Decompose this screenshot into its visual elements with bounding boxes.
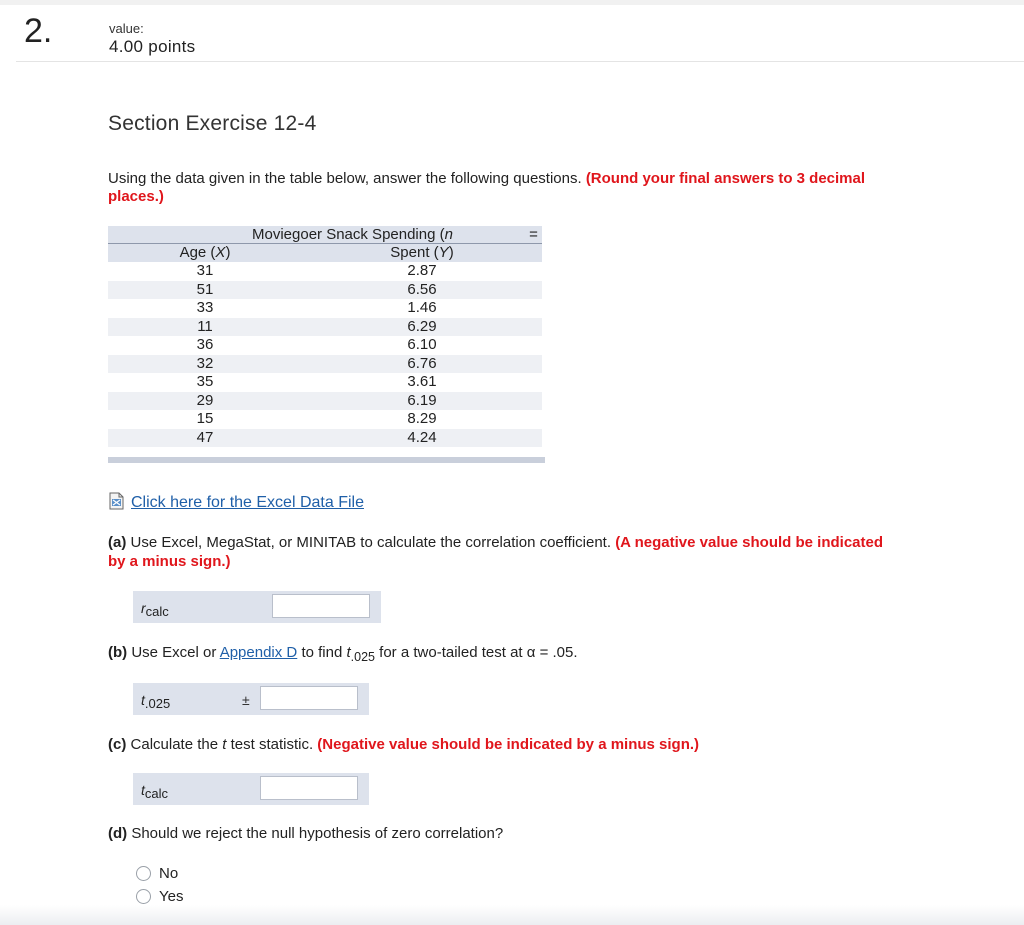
excel-file-icon [108,492,125,510]
part-c-note: (Negative value should be indicated by a minus sign.) [317,736,700,753]
table-row: 47 4.24 [108,429,542,448]
section-title: Section Exercise 12-4 [108,112,317,135]
part-d-question: (d) Should we reject the null hypothesis of zero correlation? [108,825,504,842]
table-header [108,244,542,262]
points-value: 4.00 points [109,37,196,56]
column-header-spent: Spent (Y) [390,244,454,261]
t-025-label: $t_{.025}$ [141,692,171,711]
part-a-question: (a) Use Excel, MegaStat, or MINITAB to calculate the correlation coefficient. (A negative value should be indicated by a minus sign.) [108,534,884,570]
table-row: 29 6.19 [108,392,542,411]
radio-yes[interactable] [136,889,151,904]
table-footer-bar [108,457,545,463]
part-c-answer-row [133,773,369,805]
part-a-note: (A negative value should be indicated by a minus sign.) [108,534,884,570]
column-header-age: Age (X) [179,244,231,261]
top-divider [0,0,1024,5]
value-label: value: [109,21,144,36]
r-calc-input[interactable] [272,594,370,618]
table-row: 51 6.56 [108,281,542,300]
part-c-question: (c) Calculate the t test statistic. (Negative value should be indicated by a minus sign.) [108,736,700,753]
table-row: 31 2.87 [196,262,437,279]
option-yes[interactable]: Yes [136,888,183,905]
header-divider [16,61,1024,62]
excel-file-link[interactable] [108,492,364,512]
t-calc-input[interactable] [260,776,358,800]
question-number: 2. [24,12,53,50]
option-no[interactable]: No [136,865,178,882]
part-b-question: (b) Use Excel or Appendix D to find $t_{.025}$ for a two-tailed test at α = .05. [108,644,578,664]
instructions [108,170,888,206]
bottom-fade [0,905,1024,925]
table-caption: Moviegoer Snack Spending (n = [108,226,542,244]
appendix-d-link[interactable]: Appendix D [219,644,298,661]
part-b-answer-row [133,683,369,715]
radio-no[interactable] [136,866,151,881]
rounding-note: (Round your final answers to 3 decimal places.) [108,170,866,205]
table-row: 36 6.10 [196,336,437,353]
r-calc-label: $r_{calc}$ [141,600,169,619]
table-row: 15 8.29 [196,410,437,427]
table-row: 33 1.46 [196,299,437,316]
data-table [108,226,542,447]
table-row: 11 6.29 [108,318,542,337]
instructions-text: Using the data given in the table below, answer the following questions. [108,170,582,187]
t-025-input[interactable] [260,686,358,710]
excel-file-link-text[interactable]: Click here for the Excel Data File [131,494,364,511]
table-row: 35 3.61 [196,373,437,390]
plus-minus-sign: ± [242,692,250,708]
table-row: 32 6.76 [108,355,542,374]
part-a-answer-row [133,591,381,623]
t-calc-label: $t_{calc}$ [141,782,169,801]
